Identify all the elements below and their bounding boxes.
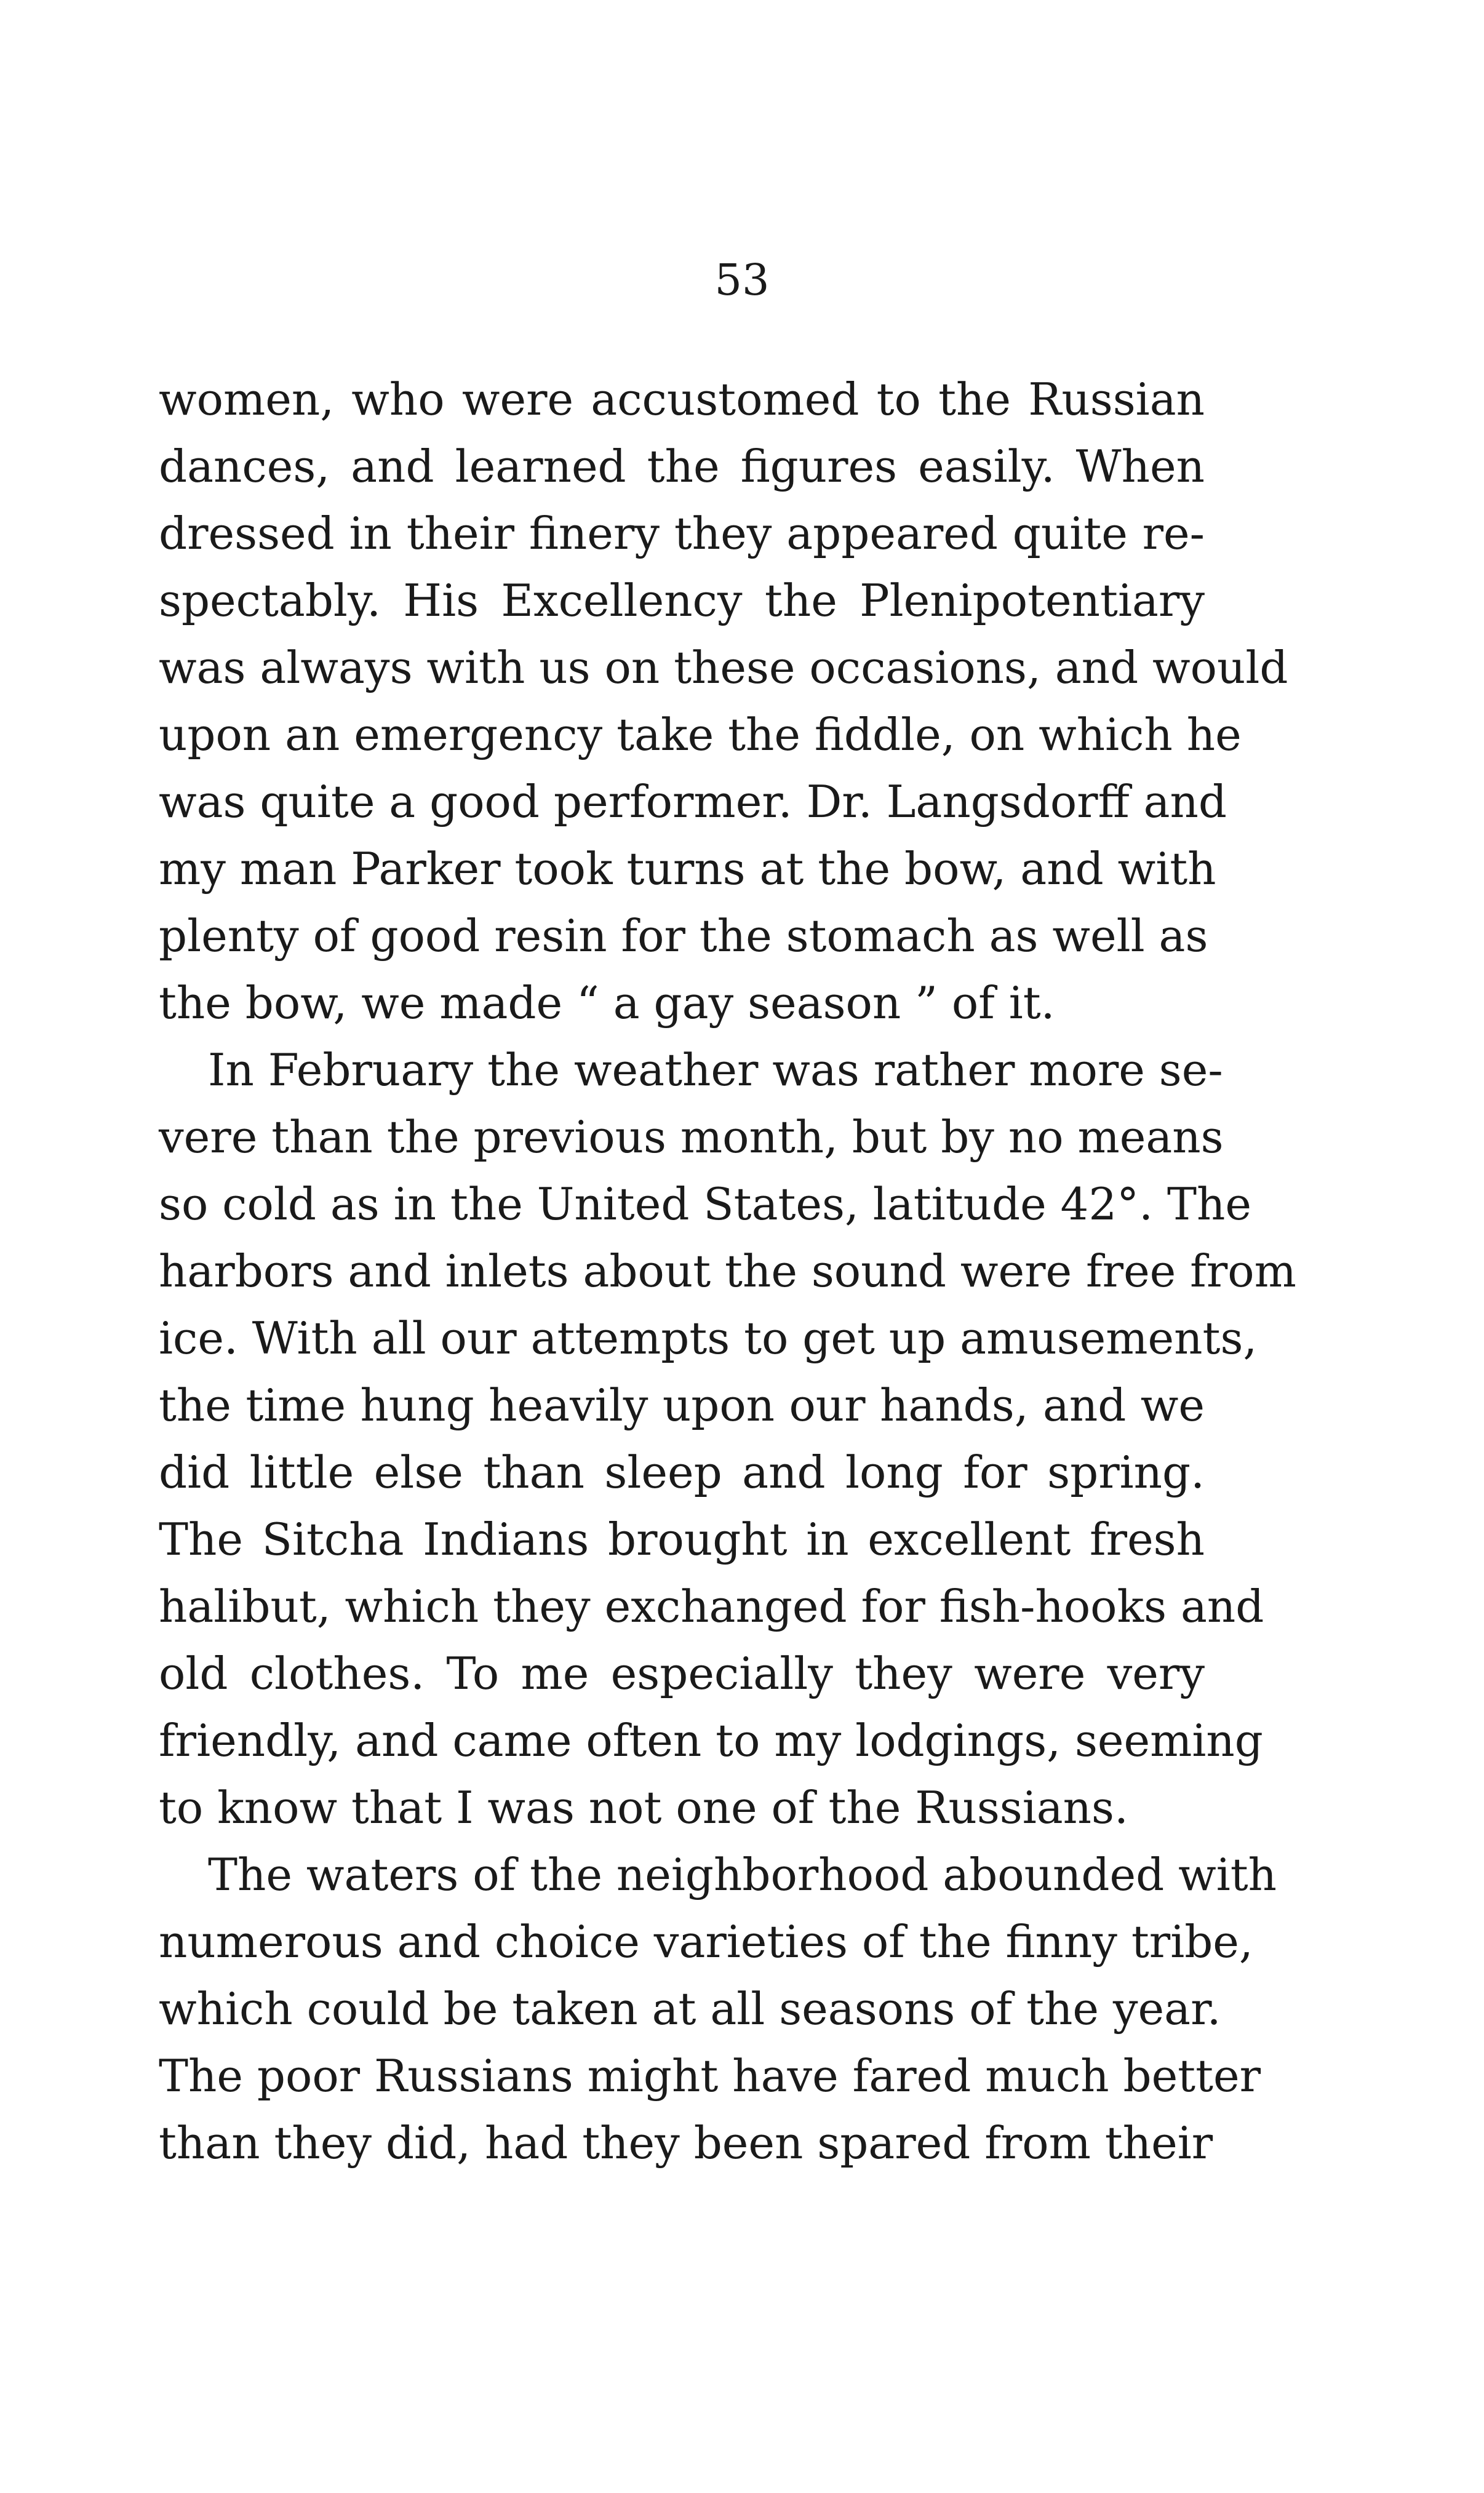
text-line: was quite a good performer. Dr. Langsdorff and [159,776,1227,828]
text-line: ice. With all our attempts to get up amusements, [159,1312,1258,1364]
text-line: The Sitcha Indians brought in excellent fresh [159,1514,1205,1565]
text-line: vere than the previous month, but by no means [159,1111,1224,1163]
text-line: spectably. His Excellency the Plenipotentiary [159,575,1205,626]
text-line: the bow, we made “ a gay season ” of it. [159,977,1055,1029]
text-line: friendly, and came often to my lodgings, seeming [159,1715,1263,1766]
text-line: so cold as in the United States, latitude 42°. The [159,1178,1251,1230]
text-line: halibut, which they exchanged for fish-hooks and [159,1581,1264,1632]
text-line: The waters of the neighborhood abounded with [208,1849,1277,1901]
paragraph-3 [159,1841,1277,2177]
paragraph-2 [159,1037,1296,1841]
text-line: my man Parker took turns at the bow, and with [159,843,1216,895]
text-line: did little else than sleep and long for spring. [159,1446,1205,1498]
text-line: the time hung heavily upon our hands, and we [159,1379,1205,1431]
text-line: dances, and learned the figures easily. When [159,441,1205,492]
text-line: upon an emergency take the fiddle, on which he [159,709,1242,760]
text-line: which could be taken at all seasons of the year. [159,1983,1221,2035]
text-line: The poor Russians might have fared much better [159,2050,1261,2102]
text-line: to know that I was not one of the Russians. [159,1782,1128,1833]
body-text [159,366,1296,2177]
text-line: was always with us on these occasions, and would [159,642,1288,693]
text-line: dressed in their finery they appeared quite re- [159,508,1205,559]
page-number: 53 [714,255,770,305]
text-line: harbors and inlets about the sound were free from [159,1245,1296,1297]
text-line: numerous and choice varieties of the finny tribe, [159,1916,1253,1968]
paragraph-1 [159,366,1288,1037]
text-line: than they did, had they been spared from their [159,2117,1213,2169]
text-line: old clothes. To me especially they were very [159,1648,1205,1699]
text-line: In February the weather was rather more se- [208,1044,1223,1096]
text-line: women, who were accustomed to the Russian [159,373,1205,425]
text-line: plenty of good resin for the stomach as well as [159,910,1208,962]
